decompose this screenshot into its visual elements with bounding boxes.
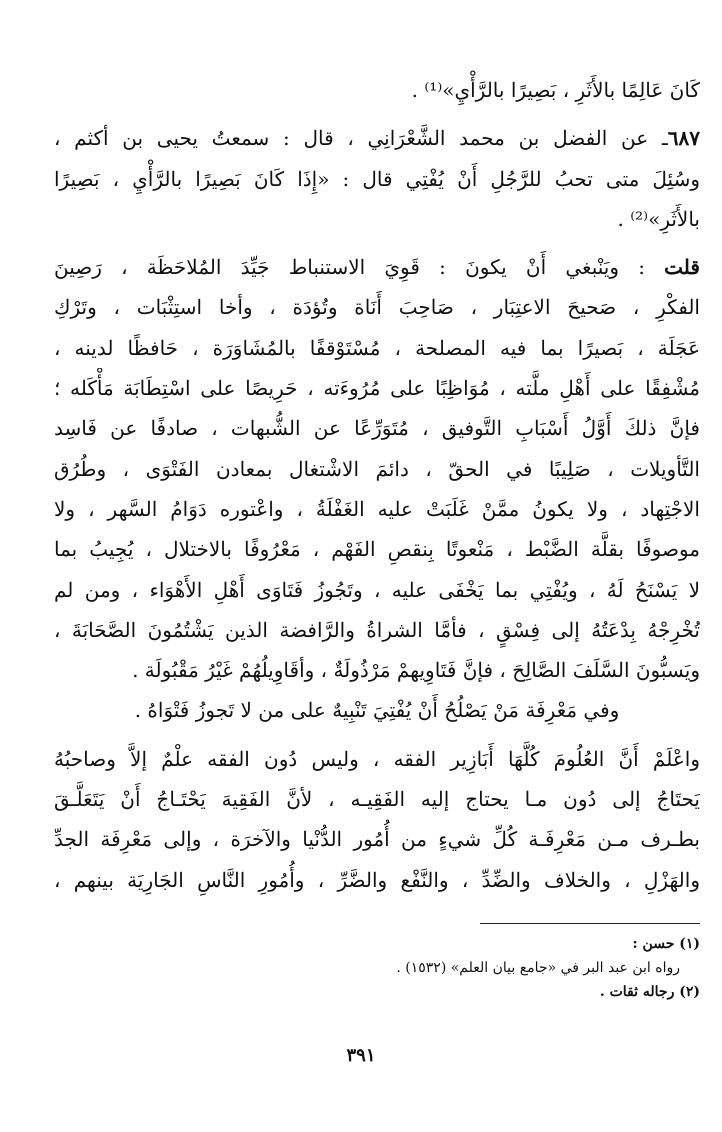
text-line: بالأَثَرِ»⁽²⁾ . [617,206,700,231]
text-line: لا يَسْنَحُ لَهُ ، ويُفْتِي بما يَخْفَى عليه ، وتَجُوزُ فَتَاوَى أَهْلِ الأَهْوَاء ، ومن لم [54,577,700,602]
footnote-2: (٢) رجاله ثقات . [599,984,700,1000]
text-line: فإنَّ ذلكَ أَوَّلُ أَسْبَابِ التَّوفيق ، مُتَوَرِّعًا عن الشُّبهات ، صادفًا عن فَاسِد [54,416,700,441]
footnote-1-text: رواه ابن عبد البر في «جامع بيان العلم» (١٥٣٢) . [396,960,680,976]
paragraph-hadith-687 [54,118,700,239]
text-line: تُخْرِجْهُ بِدْعَتُهُ إلى فِسْقٍ ، فأمَّا الشراةُ والرَّافضة الذين يَشْتُمُونَ الصَّحَابَةَ ، [54,617,700,642]
text-line: والهَزْلِ ، والخلاف والضِّدِّ ، والنَّفْع والضَّرِّ ، وأُمُورِ النَّاسِ الجَارِيَة بينهم ، [54,867,700,892]
text-line: التَّأويلات ، صَلِيبًا في الحقّ ، دائمَ الاشْتغال بمعادن الفَتْوَى ، وطُرُق [54,456,700,481]
text-line-content: ـ عن الفضل بن محمد الشَّعْرَانِي ، قال : سمعتُ يحيى بن أكثم ، [54,126,668,151]
text-line-content: : ويَنْبغي أَنْ يكونَ : قَوِيَ الاستنباط جَيِّدَ المُلاحَظَة ، رَصِينَ [54,255,665,280]
text-line: مُشْفِقًا على أَهْلِ ملَّته ، مُوَاظِبًا على مُرُوءَته ، حَرِيصًا على اسْتِطَابَة مَأْكَله ؛ [54,376,700,401]
footnote-1-label: (١) حسن : [632,936,700,952]
page-number: ٣٩١ [346,1045,376,1066]
text-line: موصوفًا بقلَّة الضَّبْط ، مَنْعوتًا بِنقصِ الفَهْم ، مَعْرُوفًا بالاختلال ، يُجِيبُ بما [54,537,700,562]
text-line [54,118,700,158]
lead-word: قلت [664,255,700,280]
text-line: كَانَ عَالِمًا بالأَثَرِ ، بَصِيرًا بالرَّأْيِ»⁽¹⁾ . [411,78,700,102]
paragraph-continuation [54,70,700,110]
text-line [54,247,700,287]
paragraph-commentary [54,247,700,731]
text-line: بطـرف مـن مَعْرِفَـة كُلِّ شيءٍ من أُمُور الدُّنْيا والآخرَة ، وإلى مَعْرِفَة الجدِّ [54,827,700,852]
text-line: الفكْرِ ، صَحيحَ الاعتِبَار ، صَاحِبَ أَنَاة وتُؤدَة ، وأخا استِثْبَات ، وتَرْكِ [54,295,700,320]
text-line: يَحتَاجُ إلى دُون مـا يحتاج إليه الفَقِيـه ، لأنَّ الفَقِيهَ يَحْتَـاجُ أَنْ يَتَعَلَّـقَ [54,787,700,812]
text-line: الاجْتِهاد ، ولا يكونُ ممَّنْ غَلَبَتْ عليه الغَفْلَةُ ، واعْتوره دَوَامُ السَّهر ، ولا [54,496,700,521]
text-line: واعْلَمْ أَنَّ العُلُومَ كُلَّهَا أَبَازِير الفقه ، وليس دُون الفقه علْمٌ إلاَّ وصاحبُهُ [54,746,700,771]
paragraph-number: ٦٨٧ [667,126,700,151]
paragraph-knowledge [54,739,700,900]
footnote-separator [480,923,700,924]
footnotes [100,932,700,1004]
text-line: ويَسبُّونَ السَّلَفَ الصَّالِحَ ، فإنَّ فَتَاوِيهمْ مَرْذُولَةٌ ، وأقَاوِيلُهُمْ غَيْرُ مَقْبُولَة . [132,658,700,683]
text-line: وفي مَعْرِفَة مَنْ يَصْلُحُ أَنْ يُفْتِيَ تَنْبِيهٌ على من لا تَجوزُ فَتْوَاهُ . [134,698,620,723]
text-line: وسُئِلَ متى تحبُ للرَّجُلِ أَنْ يُفْتِي قال : «إِذَا كَانَ بَصِيرًا بالرَّأْيِ ، بَصِيرًا [54,166,700,191]
text-line: عَجَلَة ، بَصيرًا بما فيه المصلحة ، مُسْتَوْقفًا بالمُشَاوَرَة ، حَافظًا لدينه ، [54,335,700,360]
